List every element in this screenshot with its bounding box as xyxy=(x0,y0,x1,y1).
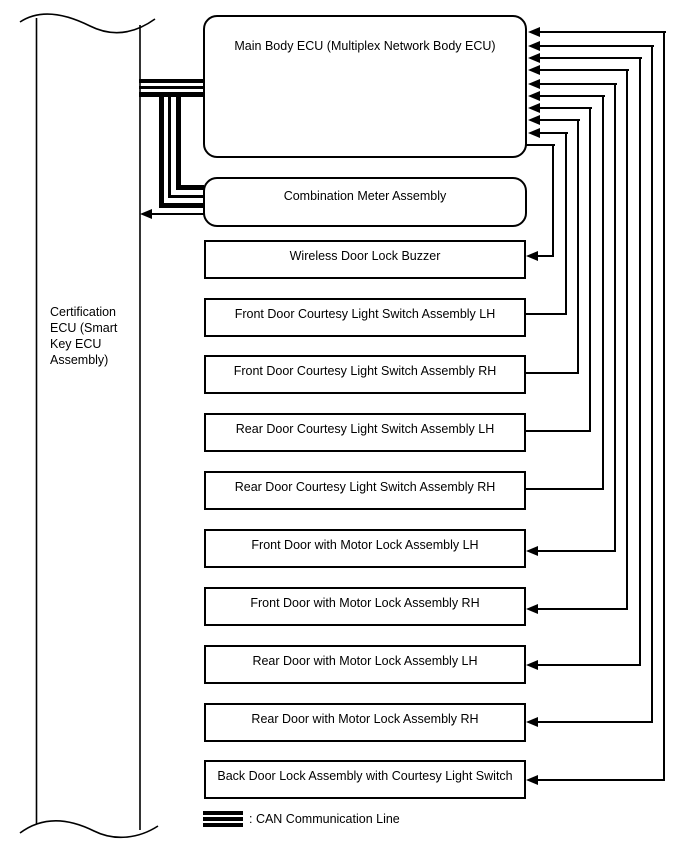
conn-rear-motor-rh-top xyxy=(538,45,654,47)
conn-rear-motor-lh-vertical xyxy=(639,57,641,666)
component-label: Front Door with Motor Lock Assembly RH xyxy=(250,596,480,610)
conn-rear-courtesy-lh-vertical xyxy=(589,107,591,432)
box-rear-door-courtesy-light-switch-rh xyxy=(204,471,526,510)
conn-rear-motor-lh-bottom xyxy=(536,664,641,666)
arrow-into-certification-ecu-icon xyxy=(140,209,152,219)
conn-rear-motor-lh-top xyxy=(538,57,642,59)
arrow-into-ecu-from-front-courtesy-rh-icon xyxy=(528,115,540,125)
conn-front-motor-rh-vertical xyxy=(626,69,628,610)
arrow-into-ecu-from-rear-courtesy-lh-icon xyxy=(528,103,540,113)
box-front-door-motor-lock-rh xyxy=(204,587,526,626)
component-label: Rear Door Courtesy Light Switch Assembly LH xyxy=(235,422,495,436)
conn-front-courtesy-lh-top xyxy=(538,132,568,134)
box-rear-door-courtesy-light-switch-lh xyxy=(204,413,526,452)
combination-meter-label: Combination Meter Assembly xyxy=(283,189,447,203)
conn-front-motor-lh-bottom xyxy=(536,550,616,552)
arrow-into-ecu-from-rear-courtesy-rh-icon xyxy=(528,91,540,101)
can-trunk-line-middle xyxy=(139,86,203,89)
main-body-ecu-box xyxy=(203,15,527,158)
combination-meter-box xyxy=(203,177,527,227)
arrow-into-ecu-from-rear-motor-lh-icon xyxy=(528,53,540,63)
certification-ecu-label: Certification ECU (Smart Key ECU Assembly) xyxy=(50,305,118,367)
conn-rear-courtesy-lh-bottom xyxy=(524,430,591,432)
conn-rear-motor-rh-bottom xyxy=(536,721,653,723)
conn-front-courtesy-rh-bottom xyxy=(524,372,579,374)
main-body-ecu-label: Main Body ECU (Multiplex Network Body ECU) xyxy=(234,39,496,53)
box-front-door-motor-lock-lh xyxy=(204,529,526,568)
arrow-into-ecu-from-front-motor-lh-icon xyxy=(528,79,540,89)
conn-buzzer-bottom xyxy=(536,255,554,257)
arrow-into-rear-motor-lh-icon xyxy=(526,660,538,670)
box-front-door-courtesy-light-switch-rh xyxy=(204,355,526,394)
meter-to-cert-line xyxy=(150,213,204,215)
conn-rear-courtesy-rh-top xyxy=(538,95,605,97)
arrow-into-back-door-icon xyxy=(526,775,538,785)
conn-front-courtesy-lh-vertical xyxy=(565,132,567,315)
component-label: Front Door Courtesy Light Switch Assembly RH xyxy=(233,364,497,378)
conn-rear-courtesy-rh-vertical xyxy=(602,95,604,490)
conn-front-courtesy-rh-top xyxy=(538,119,580,121)
component-label: Rear Door Courtesy Light Switch Assembly RH xyxy=(234,480,496,494)
arrow-into-ecu-from-front-courtesy-lh-icon xyxy=(528,128,540,138)
conn-front-motor-lh-vertical xyxy=(614,83,616,552)
break-line-bottom xyxy=(20,821,158,838)
box-rear-door-motor-lock-lh xyxy=(204,645,526,684)
conn-buzzer-vertical xyxy=(552,144,554,257)
box-wireless-door-lock-buzzer xyxy=(204,240,526,279)
component-label: Wireless Door Lock Buzzer xyxy=(289,249,441,263)
box-back-door-lock-assembly xyxy=(204,760,526,799)
arrow-into-ecu-from-front-motor-rh-icon xyxy=(528,65,540,75)
component-label: Front Door Courtesy Light Switch Assembly LH xyxy=(234,307,496,321)
arrow-into-buzzer-icon xyxy=(526,251,538,261)
component-label: Front Door with Motor Lock Assembly LH xyxy=(251,538,479,552)
box-front-door-courtesy-light-switch-lh xyxy=(204,298,526,337)
conn-rear-courtesy-lh-top xyxy=(538,107,592,109)
conn-front-motor-rh-bottom xyxy=(536,608,628,610)
conn-rear-motor-rh-vertical xyxy=(651,45,653,723)
conn-front-courtesy-rh-vertical xyxy=(577,119,579,374)
conn-front-courtesy-lh-bottom xyxy=(524,313,567,315)
conn-back-door-bottom xyxy=(536,779,665,781)
conn-front-motor-rh-top xyxy=(538,69,629,71)
break-line-top xyxy=(20,14,155,32)
conn-back-door-vertical xyxy=(663,31,665,781)
arrow-into-ecu-from-rear-motor-rh-icon xyxy=(528,41,540,51)
conn-front-motor-lh-top xyxy=(538,83,617,85)
can-trunk-line-top xyxy=(139,79,203,83)
arrow-into-front-motor-lh-icon xyxy=(526,546,538,556)
box-rear-door-motor-lock-rh xyxy=(204,703,526,742)
arrow-into-rear-motor-rh-icon xyxy=(526,717,538,727)
conn-buzzer-top xyxy=(525,144,555,146)
conn-rear-courtesy-rh-bottom xyxy=(524,488,604,490)
legend-label: : CAN Communication Line xyxy=(249,812,400,826)
component-label: Back Door Lock Assembly with Courtesy Light Switch xyxy=(217,769,513,783)
arrow-into-front-motor-rh-icon xyxy=(526,604,538,614)
arrow-into-ecu-from-back-door-icon xyxy=(528,27,540,37)
component-label: Rear Door with Motor Lock Assembly RH xyxy=(251,712,479,726)
conn-back-door-top xyxy=(538,31,666,33)
component-label: Rear Door with Motor Lock Assembly LH xyxy=(252,654,478,668)
can-branch-inner xyxy=(176,96,204,190)
